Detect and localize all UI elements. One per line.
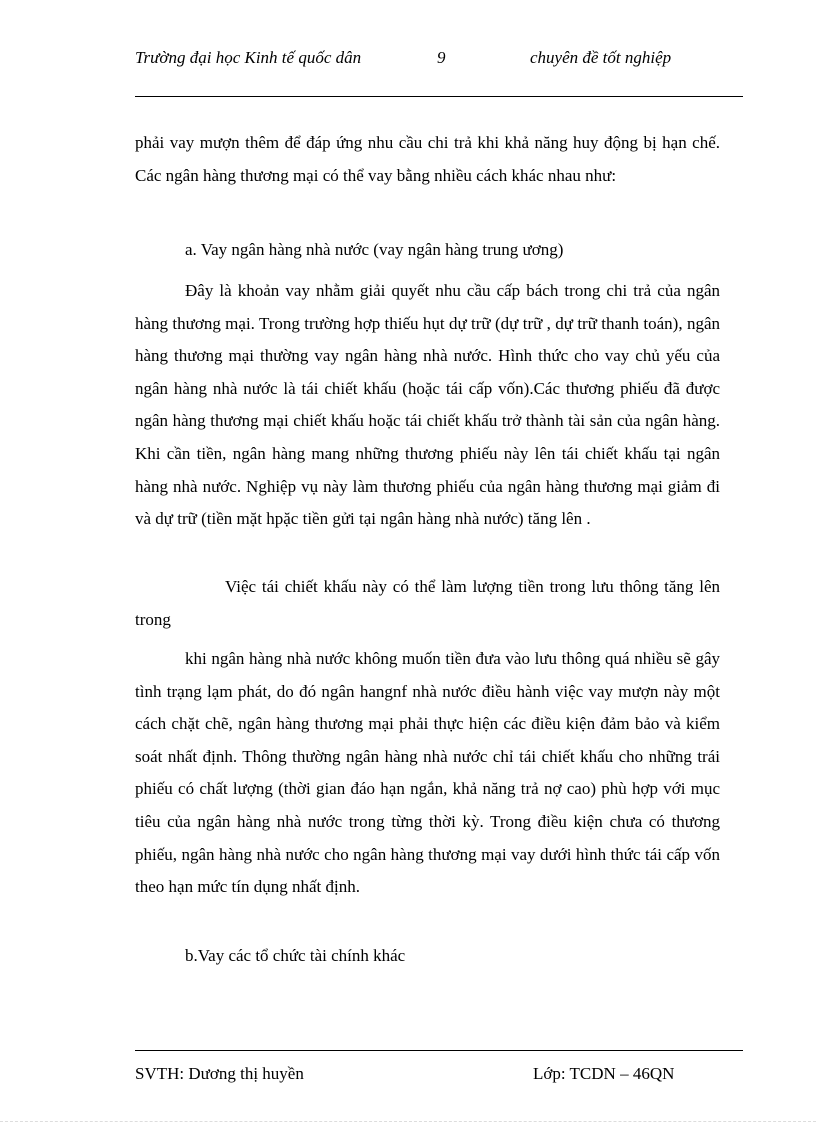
- paragraph-intro: phải vay mượn thêm để đáp ứng nhu cầu chi trả khi khả năng huy động bị hạn chế. Các ngân hàng thương mại có thể vay bằng nhiều cách khác nhau như:: [135, 133, 720, 185]
- page-edge: [0, 1121, 816, 1122]
- page-header: [135, 48, 743, 74]
- paragraph-money-supply: Việc tái chiết khấu này có thể làm lượng tiền trong lưu thông tăng lên trong: [135, 577, 720, 629]
- body-block-2: [135, 234, 720, 267]
- footer-divider: [135, 1050, 743, 1051]
- section-heading-b: b.Vay các tổ chức tài chính khác: [185, 946, 406, 965]
- section-heading-a: a. Vay ngân hàng nhà nước (vay ngân hàng trung ương): [185, 240, 564, 259]
- paragraph-discount: Đây là khoản vay nhằm giải quyết nhu cầu cấp bách trong chi trả của ngân hàng thương mại. Trong trường hợp thiếu hụt dự trữ (dự trữ , dự trữ thanh toán), ngân hàng thương mại thường vay ngân hàng nhà nước. Hình thức cho vay chủ yếu của ngân hàng nhà nước là tái chiết khấu (hoặc tái cấp vốn).Các thương phiếu đã được ngân hàng thương mại chiết khấu hoặc tái chiết khấu trở thành tài sản của ngân hàng. Khi cần tiền, ngân hàng mang những thương phiếu này lên tái chiết khấu tại ngân hàng nhà nước. Nghiệp vụ này làm thương phiếu của ngân hàng thương mại giảm đi và dự trữ (tiền mặt hpặc tiền gửi tại ngân hàng nhà nước) tăng lên .: [135, 281, 720, 529]
- body-block-6: [135, 940, 720, 973]
- paragraph-inflation: khi ngân hàng nhà nước không muốn tiền đưa vào lưu thông quá nhiều sẽ gây tình trạng lạm phát, do đó ngân hangnf nhà nước điều hành việc vay mượn này một cách chặt chẽ, ngân hàng thương mại phải thực hiện các điều kiện đảm bảo và kiểm soát nhất định. Thông thường ngân hàng nhà nước chỉ tái chiết khấu cho những trái phiếu có chất lượng (thời gian đáo hạn ngắn, khả năng trả nợ cao) phù hợp với mục tiêu của ngân hàng nhà nước trong từng thời kỳ. Trong điều kiện chưa có thương phiếu, ngân hàng nhà nước cho ngân hàng thương mại vay dưới hình thức tái cấp vốn theo hạn mức tín dụng nhất định.: [135, 649, 720, 897]
- header-school: Trường đại học Kinh tế quốc dân: [135, 48, 362, 67]
- footer-author: SVTH: Dương thị huyền: [135, 1064, 304, 1083]
- body-block-5: [135, 643, 720, 904]
- body-block-3: [135, 275, 720, 536]
- body-block-4: [135, 571, 720, 636]
- body-block-1: [135, 127, 720, 192]
- header-page-number: 9: [437, 48, 446, 67]
- header-doc-type: chuyên đề tốt nghiệp: [530, 48, 672, 67]
- footer-class: Lớp: TCDN – 46QN: [533, 1064, 675, 1083]
- header-divider: [135, 96, 743, 97]
